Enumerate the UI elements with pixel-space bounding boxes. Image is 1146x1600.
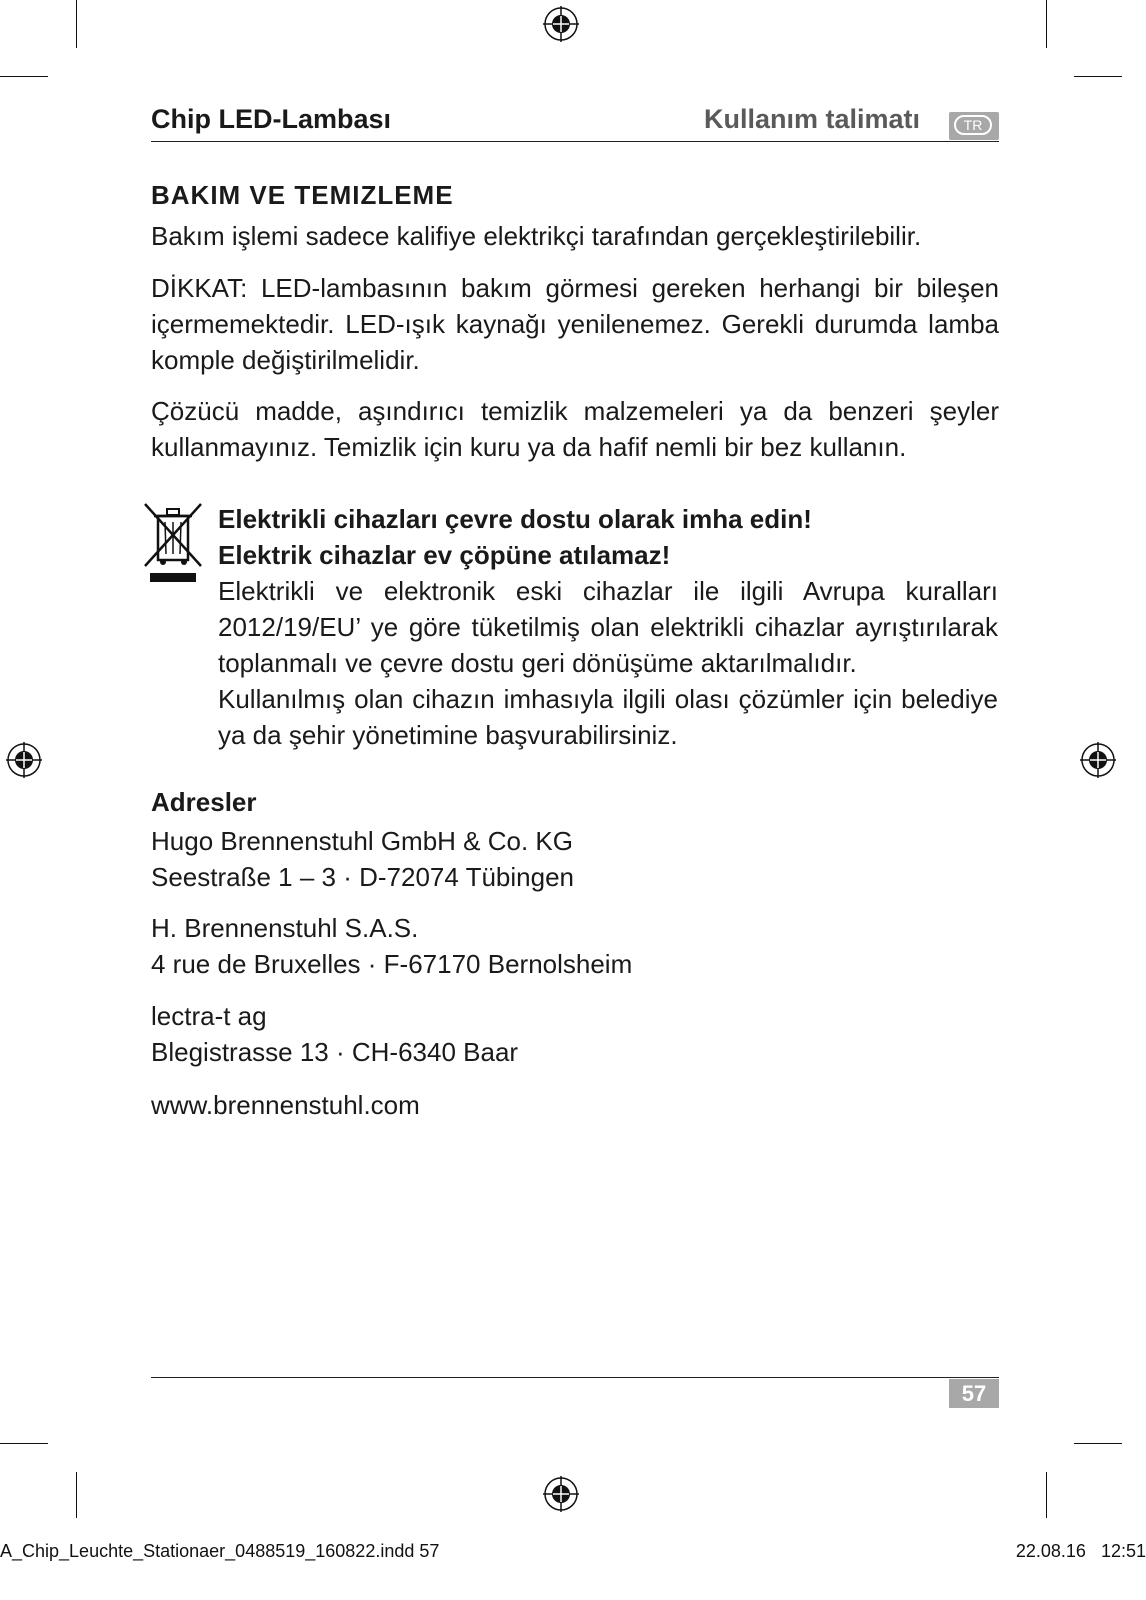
registration-mark-left-icon <box>4 740 44 780</box>
address-line-1: H. Brennenstuhl S.A.S. <box>151 913 419 943</box>
language-badge-label: TR <box>954 115 992 135</box>
disposal-text-1: Elektrikli ve elektronik eski cihazlar ile ilgili Avrupa kuralları 2012/19/EU’ ye göre tüketilmiş olan elektrikli cihazlar ayrıştırılarak toplanmalı ve çevre dostu geri dönüşüme aktarılmalıdır. <box>218 576 998 678</box>
maintenance-para-3 <box>151 393 999 465</box>
registration-mark-bottom-icon <box>541 1474 581 1514</box>
maintenance-text-3: Çözücü madde, aşındırıcı temizlik malzemeleri ya da benzeri şeyler kullanmayınız. Temizlik için kuru ya da hafif nemli bir bez kullanın. <box>151 396 999 462</box>
header-rule <box>151 141 999 142</box>
crop-mark-bottom-left-h <box>0 1443 48 1444</box>
address-entry <box>151 998 518 1070</box>
address-entry <box>151 910 632 982</box>
maintenance-para-1 <box>151 218 999 254</box>
address-line-1: lectra-t ag <box>151 1001 267 1031</box>
crop-mark-bottom-right-h <box>1074 1443 1122 1444</box>
disposal-headline-2: Elektrik cihazlar ev çöpüne atılamaz! <box>218 540 671 570</box>
crop-mark-bottom-left <box>76 1472 77 1518</box>
address-entry <box>151 823 574 895</box>
crop-mark-top-right <box>1046 0 1047 48</box>
maintenance-heading: BAKIM VE TEMIZLEME <box>151 180 454 210</box>
address-line-2: 4 rue de Bruxelles · F-67170 Bernolsheim <box>151 949 633 979</box>
disposal-headline-1: Elektrikli cihazları çevre dostu olarak imha edin! <box>218 504 812 534</box>
crop-mark-top-left-h <box>0 76 48 77</box>
product-title: Chip LED-Lambası <box>151 104 392 134</box>
weee-crossed-bin-icon <box>140 500 206 586</box>
language-badge <box>949 112 999 140</box>
registration-mark-right-icon <box>1078 740 1118 780</box>
disposal-text-2: Kullanılmış olan cihazın imhasıyla ilgili olası çözümler için belediye ya da şehir yönetimine başvurabilirsiniz. <box>218 684 998 750</box>
website-link[interactable]: www.brennenstuhl.com <box>151 1090 420 1120</box>
slug-date-info: 22.08.16 12:51 <box>1015 1541 1146 1561</box>
crop-mark-top-left <box>76 0 77 48</box>
doc-type-title: Kullanım talimatı <box>704 104 921 134</box>
maintenance-para-2 <box>151 270 999 378</box>
address-line-2: Seestraße 1 – 3 · D-72074 Tübingen <box>151 862 575 892</box>
addresses-heading: Adresler <box>151 787 257 817</box>
crop-mark-bottom-right <box>1046 1472 1047 1518</box>
page-number: 57 <box>949 1379 999 1408</box>
maintenance-text-1: Bakım işlemi sadece kalifiye elektrikçi tarafından gerçekleştirilebilir. <box>151 221 922 251</box>
slug-file-info: A_Chip_Leuchte_Stationaer_0488519_160822.indd 57 <box>0 1541 440 1561</box>
registration-mark-top-icon <box>541 4 581 44</box>
footer-rule <box>151 1377 999 1378</box>
address-line-1: Hugo Brennenstuhl GmbH & Co. KG <box>151 826 573 856</box>
address-line-2: Blegistrasse 13 · CH-6340 Baar <box>151 1037 519 1067</box>
disposal-block <box>218 501 998 753</box>
crop-mark-top-right-h <box>1074 76 1122 77</box>
maintenance-text-2: DİKKAT: LED-lambasının bakım görmesi gereken herhangi bir bileşen içermemektedir. LED-ışık kaynağı yenilenemez. Gerekli durumda lamba komple değiştirilmelidir. <box>151 273 999 375</box>
